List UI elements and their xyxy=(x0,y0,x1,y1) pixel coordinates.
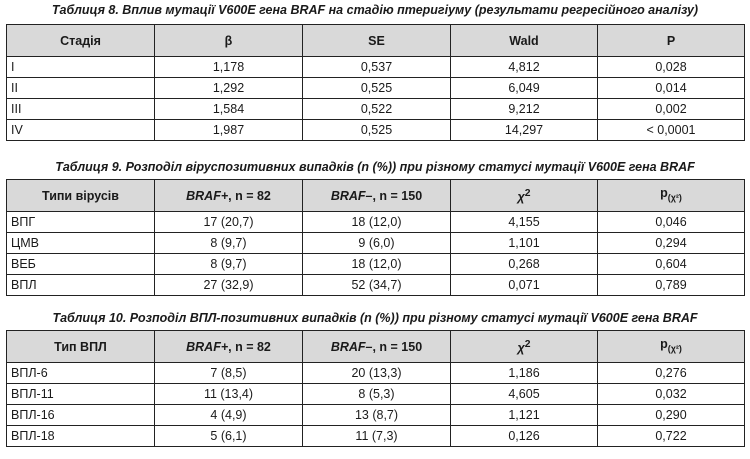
table-cell: 13 (8,7) xyxy=(303,405,451,426)
table-cell: 0,290 xyxy=(598,405,745,426)
table-cell: ЦМВ xyxy=(7,233,155,254)
group-size: , n = 82 xyxy=(228,188,271,203)
table-cell: ВПЛ-16 xyxy=(7,405,155,426)
table-cell: 14,297 xyxy=(451,120,598,141)
table-row xyxy=(7,275,745,296)
table-cell: 11 (13,4) xyxy=(155,384,303,405)
group-size: , n = 82 xyxy=(228,339,271,354)
table-row xyxy=(7,254,745,275)
column-header xyxy=(303,331,451,363)
table-cell: 20 (13,3) xyxy=(303,363,451,384)
table-cell: ВПЛ-11 xyxy=(7,384,155,405)
table-cell: 1,178 xyxy=(155,57,303,78)
column-header xyxy=(451,180,598,212)
table-cell: 0,046 xyxy=(598,212,745,233)
table-cell: 8 (9,7) xyxy=(155,233,303,254)
table-cell: 0,028 xyxy=(598,57,745,78)
table-row xyxy=(7,78,745,99)
column-header: SE xyxy=(303,25,451,57)
table-cell: 4,812 xyxy=(451,57,598,78)
table-cell: 0,789 xyxy=(598,275,745,296)
table-8 xyxy=(6,24,745,141)
column-header: Стадія xyxy=(7,25,155,57)
group-size: , n = 150 xyxy=(372,188,423,203)
table-row xyxy=(7,363,745,384)
table-cell: ВПЛ-18 xyxy=(7,426,155,447)
table-cell: 0,126 xyxy=(451,426,598,447)
table-cell: 0,722 xyxy=(598,426,745,447)
table-row xyxy=(7,120,745,141)
table-cell: < 0,0001 xyxy=(598,120,745,141)
column-header xyxy=(155,180,303,212)
column-header xyxy=(451,331,598,363)
table-cell: 18 (12,0) xyxy=(303,212,451,233)
column-header xyxy=(598,331,745,363)
table-cell: 0,032 xyxy=(598,384,745,405)
chi-exponent: 2 xyxy=(524,187,531,199)
table-header-row xyxy=(7,331,745,363)
table-cell: 1,584 xyxy=(155,99,303,120)
table-cell: 18 (12,0) xyxy=(303,254,451,275)
table-header-row xyxy=(7,25,745,57)
column-header: P xyxy=(598,25,745,57)
table-cell: ВПЛ xyxy=(7,275,155,296)
table-10-caption: Таблиця 10. Розподіл ВПЛ-позитивних випадків (n (%)) при різному статусі мутації V600E гена BRAF xyxy=(52,311,698,325)
table-8-caption: Таблиця 8. Вплив мутації V600E гена BRAF на стадію птеригіуму (результати регресійного аналізу) xyxy=(51,3,699,17)
gene-label: BRAF– xyxy=(330,188,373,203)
table-cell: 17 (20,7) xyxy=(155,212,303,233)
table-cell: 7 (8,5) xyxy=(155,363,303,384)
p-subscript: (χ²) xyxy=(667,343,682,354)
table-cell: 0,014 xyxy=(598,78,745,99)
table-cell: ВПГ xyxy=(7,212,155,233)
p-subscript: (χ²) xyxy=(667,192,682,203)
table-cell: 1,101 xyxy=(451,233,598,254)
table-cell: 1,121 xyxy=(451,405,598,426)
table-cell: 11 (7,3) xyxy=(303,426,451,447)
table-cell: 5 (6,1) xyxy=(155,426,303,447)
table-cell: 0,276 xyxy=(598,363,745,384)
table-row xyxy=(7,57,745,78)
chi-symbol: χ xyxy=(517,341,525,356)
table-header-row xyxy=(7,180,745,212)
table-9 xyxy=(6,179,745,296)
table-cell: 0,525 xyxy=(303,120,451,141)
table-cell: 0,268 xyxy=(451,254,598,275)
table-row xyxy=(7,212,745,233)
table-10 xyxy=(6,330,745,447)
p-symbol: p xyxy=(660,337,668,352)
table-cell: 0,604 xyxy=(598,254,745,275)
table-cell: 27 (32,9) xyxy=(155,275,303,296)
table-cell: IV xyxy=(7,120,155,141)
table-cell: 52 (34,7) xyxy=(303,275,451,296)
table-9-caption: Таблиця 9. Розподіл віруспозитивних випадків (n (%)) при різному статусі мутації V600E гена BRAF xyxy=(55,160,695,174)
table-row xyxy=(7,233,745,254)
column-header: Тип ВПЛ xyxy=(7,331,155,363)
table-cell: ВЕБ xyxy=(7,254,155,275)
table-row xyxy=(7,405,745,426)
gene-label: BRAF+ xyxy=(186,188,229,203)
table-cell: 4,155 xyxy=(451,212,598,233)
table-cell: II xyxy=(7,78,155,99)
table-cell: 1,186 xyxy=(451,363,598,384)
table-row xyxy=(7,99,745,120)
table-cell: 1,292 xyxy=(155,78,303,99)
table-cell: 4,605 xyxy=(451,384,598,405)
column-header xyxy=(598,180,745,212)
table-cell: 0,002 xyxy=(598,99,745,120)
gene-label: BRAF– xyxy=(330,339,373,354)
table-cell: 8 (9,7) xyxy=(155,254,303,275)
column-header xyxy=(303,180,451,212)
table-cell: I xyxy=(7,57,155,78)
table-cell: 0,071 xyxy=(451,275,598,296)
table-cell: 9,212 xyxy=(451,99,598,120)
gene-label: BRAF+ xyxy=(186,339,229,354)
table-cell: ВПЛ-6 xyxy=(7,363,155,384)
table-cell: 0,537 xyxy=(303,57,451,78)
column-header xyxy=(155,331,303,363)
table-cell: III xyxy=(7,99,155,120)
table-row xyxy=(7,384,745,405)
table-cell: 8 (5,3) xyxy=(303,384,451,405)
table-cell: 6,049 xyxy=(451,78,598,99)
column-header: Типи вірусів xyxy=(7,180,155,212)
chi-symbol: χ xyxy=(517,190,525,205)
table-cell: 4 (4,9) xyxy=(155,405,303,426)
table-cell: 9 (6,0) xyxy=(303,233,451,254)
p-symbol: p xyxy=(660,186,668,201)
column-header: β xyxy=(155,25,303,57)
table-cell: 1,987 xyxy=(155,120,303,141)
chi-exponent: 2 xyxy=(524,338,531,350)
table-cell: 0,522 xyxy=(303,99,451,120)
table-row xyxy=(7,426,745,447)
table-cell: 0,525 xyxy=(303,78,451,99)
group-size: , n = 150 xyxy=(372,339,423,354)
column-header: Wald xyxy=(451,25,598,57)
table-cell: 0,294 xyxy=(598,233,745,254)
